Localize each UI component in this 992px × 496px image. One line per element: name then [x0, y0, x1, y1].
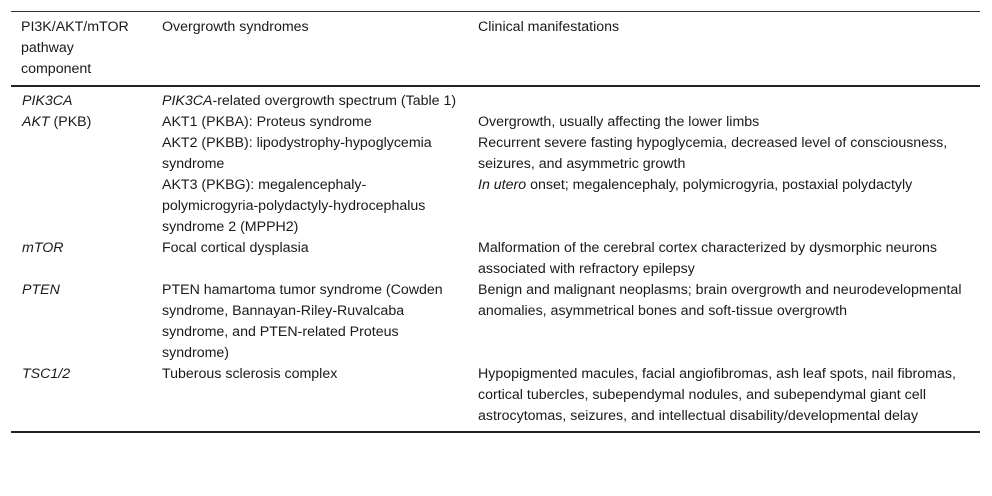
header-clinical-manifestations: Clinical manifestations — [478, 19, 620, 35]
header-overgrowth-syndromes: Overgrowth syndromes — [162, 19, 309, 35]
cell-manifestation: Malformation of the cerebral cortex characterized by dysmorphic neurons associated with refractory epilepsy — [478, 240, 937, 277]
header-pathway-component: PI3K/AKT/mTOR pathway component — [21, 19, 129, 77]
cell-manifestation: Overgrowth, usually affecting the lower limbs — [478, 114, 760, 130]
cell-component: PTEN — [22, 282, 60, 298]
cell-component — [11, 175, 152, 238]
table-row — [11, 133, 980, 175]
cell-syndrome: Tuberous sclerosis complex — [162, 366, 338, 382]
cell-component: PIK3CA — [22, 93, 73, 109]
cell-component: AKT (PKB) — [22, 114, 92, 130]
cell-syndrome: AKT2 (PKBB): lipodystrophy-hypoglycemia syndrome — [162, 135, 432, 172]
table-row — [11, 364, 980, 432]
overgrowth-table-container — [11, 11, 980, 433]
cell-syndrome: AKT1 (PKBA): Proteus syndrome — [162, 114, 372, 130]
table-row — [11, 175, 980, 238]
table-header-row — [11, 12, 980, 87]
cell-manifestation: Hypopigmented macules, facial angiofibromas, ash leaf spots, nail fibromas, cortical tubercles, subependymal nodules, and subependymal giant cell astrocytomas, seizures, and intellectual disability/developmental delay — [478, 366, 956, 424]
cell-manifestation — [468, 86, 980, 112]
table-row — [11, 238, 980, 280]
table-row — [11, 280, 980, 364]
table-row — [11, 86, 980, 112]
table-row — [11, 112, 980, 133]
cell-component — [11, 133, 152, 175]
cell-manifestation: Recurrent severe fasting hypoglycemia, decreased level of consciousness, seizures, and asymmetric growth — [478, 135, 948, 172]
cell-manifestation: In utero onset; megalencephaly, polymicrogyria, postaxial polydactyly — [478, 177, 913, 193]
cell-syndrome: Focal cortical dysplasia — [162, 240, 309, 256]
cell-component: TSC1/2 — [22, 366, 71, 382]
cell-component: mTOR — [22, 240, 64, 256]
overgrowth-syndromes-table — [11, 11, 980, 433]
cell-syndrome: PTEN hamartoma tumor syndrome (Cowden syndrome, Bannayan-Riley-Ruvalcaba syndrome, and PTEN-related Proteus syndrome) — [162, 282, 443, 361]
cell-manifestation: Benign and malignant neoplasms; brain overgrowth and neurodevelopmental anomalies, asymmetrical bones and soft-tissue overgrowth — [478, 282, 962, 319]
cell-syndrome: AKT3 (PKBG): megalencephaly-polymicrogyria-polydactyly-hydrocephalus syndrome 2 (MPPH2) — [162, 177, 426, 235]
cell-syndrome: PIK3CA-related overgrowth spectrum (Table 1) — [162, 93, 457, 109]
